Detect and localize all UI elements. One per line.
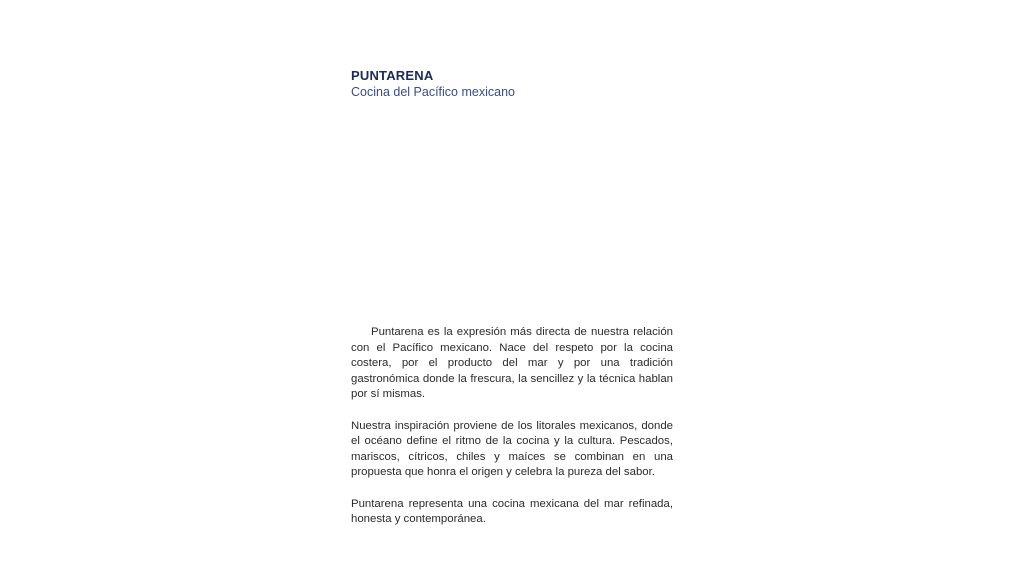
- paragraph-intro: Puntarena es la expresión más directa de nuestra relación con el Pacífico mexicano. Nace del respeto por la cocina costera, por el producto del mar y por una tradición gastronómica donde la frescura, la sencillez y la técnica hablan por sí mismas.: [351, 326, 673, 401]
- document-header: [351, 67, 681, 100]
- paragraph-inspiration: Nuestra inspiración proviene de los litorales mexicanos, donde el océano define el ritmo de la cocina y la cultura. Pescados, mariscos, cítricos, chiles y maíces se combinan en una propuesta que honra el origen y celebra la pureza del sabor.: [351, 419, 673, 479]
- paragraph-closing: Puntarena representa una cocina mexicana del mar refinada, honesta y contemporánea.: [351, 497, 673, 526]
- brand-subtitle: Cocina del Pacífico mexicano: [351, 85, 515, 99]
- body-text: [351, 325, 673, 528]
- brand-title: PUNTARENA: [351, 68, 434, 83]
